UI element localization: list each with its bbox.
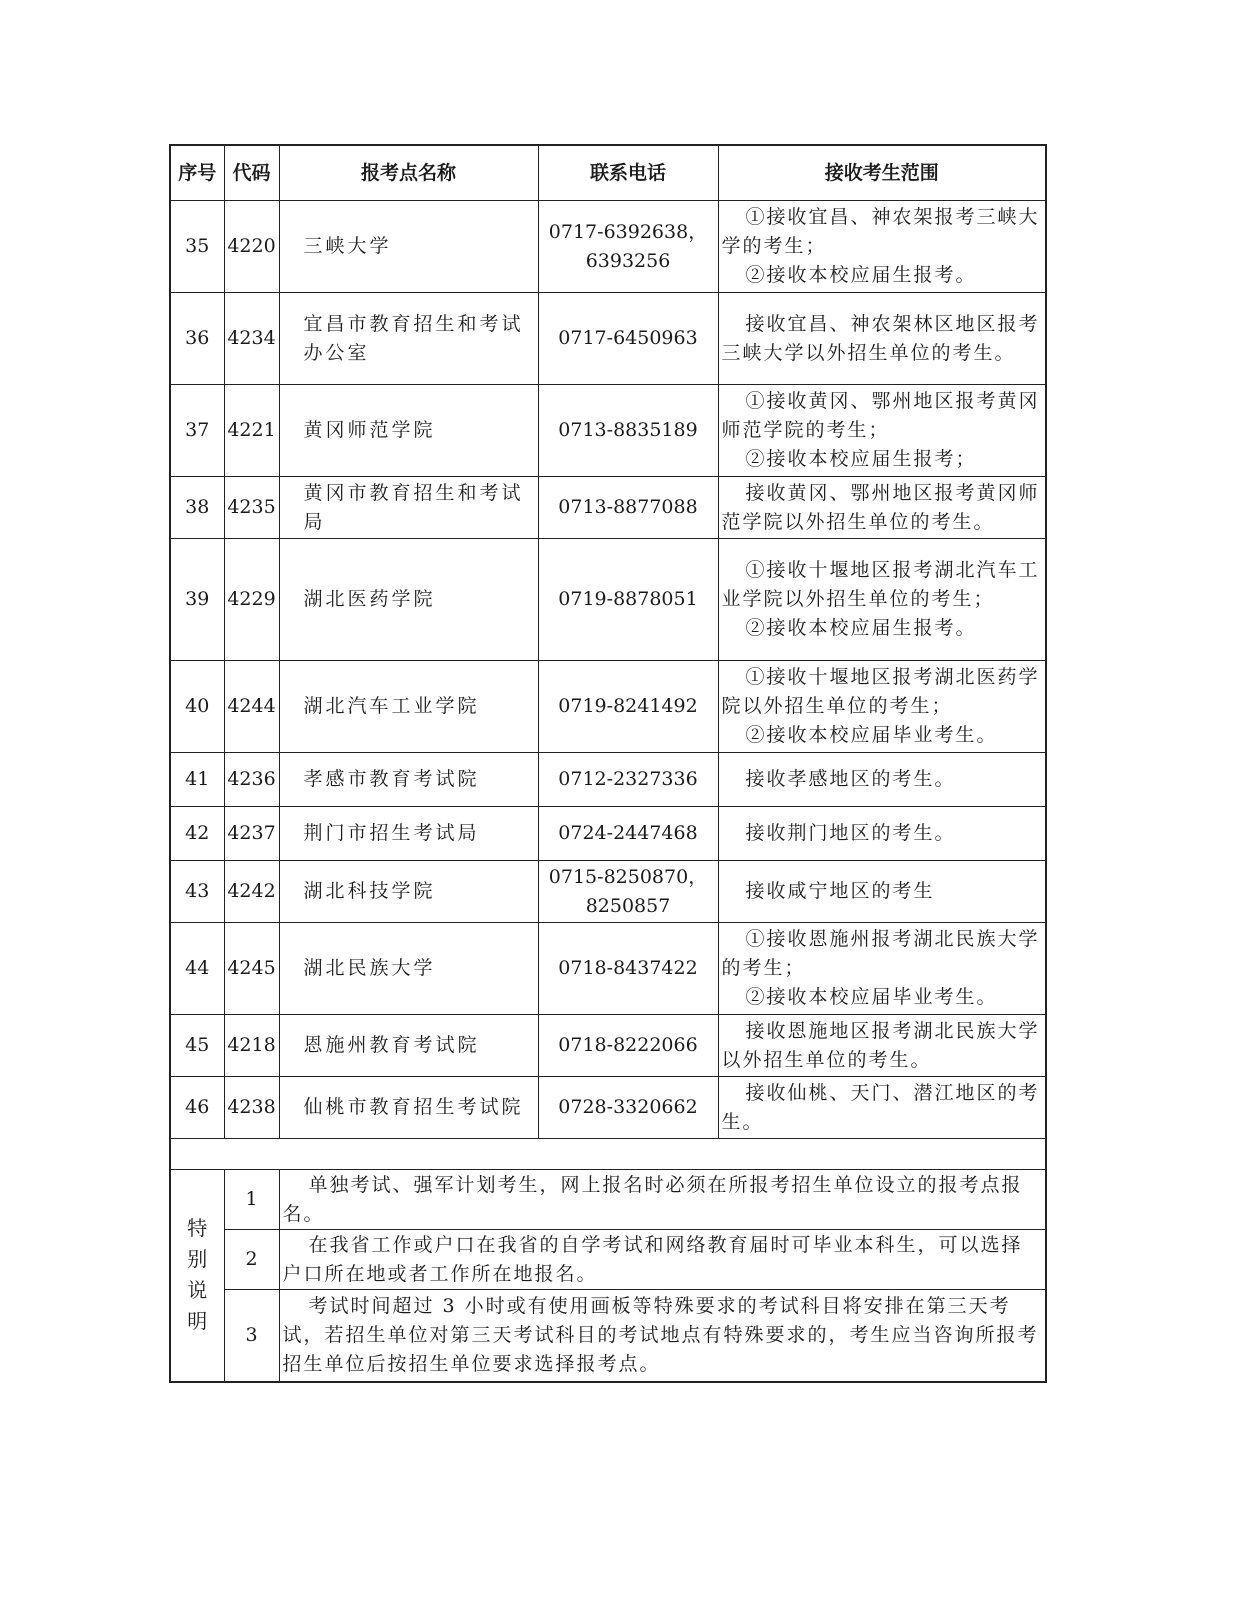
note-number: 1	[224, 1170, 279, 1230]
phone-line: 8250857	[585, 894, 671, 917]
scope-line: ②接收本校应届毕业考生。	[745, 986, 998, 1008]
table-row	[170, 201, 1046, 293]
phone-line: 0718-8437422	[558, 957, 698, 979]
cell-scope	[718, 861, 1046, 923]
cell-scope	[718, 1015, 1046, 1077]
cell-scope	[718, 477, 1046, 539]
table-row	[170, 661, 1046, 753]
header-seq: 序号	[170, 145, 224, 201]
cell-code: 4229	[224, 539, 279, 661]
cell-seq: 44	[170, 923, 224, 1015]
cell-name: 湖北汽车工业学院	[279, 661, 538, 753]
cell-name: 宜昌市教育招生和考试办公室	[279, 293, 538, 385]
cell-name: 三峡大学	[279, 201, 538, 293]
phone-line: 0715-8250870，	[548, 865, 708, 888]
cell-code: 4245	[224, 923, 279, 1015]
notes-label-text: 特 别 说 明	[187, 1216, 208, 1334]
scope-line: 接收孝感地区的考生。	[745, 768, 956, 790]
scope-line: 接收仙桃、天门、潜江地区的考生。	[721, 1081, 1040, 1133]
note-row-3	[170, 1290, 1046, 1382]
phone-line: 0713-8835189	[558, 419, 698, 441]
cell-phone	[538, 539, 718, 661]
cell-code: 4220	[224, 201, 279, 293]
cell-code: 4242	[224, 861, 279, 923]
table-row	[170, 1015, 1046, 1077]
phone-line: 0717-6392638，	[548, 220, 708, 243]
cell-seq: 46	[170, 1077, 224, 1139]
cell-name: 恩施州教育考试院	[279, 1015, 538, 1077]
scope-line: ①接收十堰地区报考湖北医药学院以外招生单位的考生；	[721, 666, 1040, 717]
cell-phone	[538, 923, 718, 1015]
table-body	[170, 201, 1046, 1139]
cell-phone	[538, 1077, 718, 1139]
table-row	[170, 539, 1046, 661]
scope-line: ①接收恩施州报考湖北民族大学的考生；	[721, 928, 1040, 979]
phone-line: 0724-2447468	[558, 822, 698, 844]
scope-line: ②接收本校应届生报考。	[745, 617, 977, 639]
header-phone: 联系电话	[538, 145, 718, 201]
phone-line: 0717-6450963	[558, 327, 698, 349]
cell-scope	[718, 661, 1046, 753]
cell-phone	[538, 661, 718, 753]
table-row	[170, 385, 1046, 477]
cell-code: 4234	[224, 293, 279, 385]
cell-phone	[538, 477, 718, 539]
cell-phone	[538, 861, 718, 923]
cell-seq: 45	[170, 1015, 224, 1077]
table-row	[170, 1077, 1046, 1139]
cell-phone	[538, 807, 718, 861]
table-row	[170, 861, 1046, 923]
header-scope: 接收考生范围	[718, 145, 1046, 201]
scope-line: 接收黄冈、鄂州地区报考黄冈师范学院以外招生单位的考生。	[721, 481, 1040, 533]
cell-name: 湖北民族大学	[279, 923, 538, 1015]
cell-code: 4221	[224, 385, 279, 477]
phone-line: 0718-8222066	[558, 1034, 698, 1056]
scope-line: ②接收本校应届毕业考生。	[745, 724, 998, 746]
cell-name: 黄冈市教育招生和考试局	[279, 477, 538, 539]
note-number: 3	[224, 1290, 279, 1382]
cell-seq: 36	[170, 293, 224, 385]
cell-code: 4244	[224, 661, 279, 753]
cell-seq: 41	[170, 753, 224, 807]
note-row-1	[170, 1170, 1046, 1230]
phone-line: 6393256	[585, 249, 671, 272]
cell-name: 孝感市教育考试院	[279, 753, 538, 807]
cell-name: 湖北科技学院	[279, 861, 538, 923]
note-text: 单独考试、强军计划考生，网上报名时必须在所报考招生单位设立的报考点报名。	[279, 1170, 1046, 1230]
cell-scope	[718, 539, 1046, 661]
scope-line: 接收宜昌、神农架林区地区报考三峡大学以外招生单位的考生。	[721, 312, 1040, 364]
notes-label	[170, 1170, 224, 1382]
cell-phone	[538, 1015, 718, 1077]
cell-name: 仙桃市教育招生考试院	[279, 1077, 538, 1139]
cell-scope	[718, 753, 1046, 807]
note-row-2	[170, 1230, 1046, 1290]
scope-line: ①接收宜昌、神农架报考三峡大学的考生；	[721, 206, 1040, 257]
table-row	[170, 923, 1046, 1015]
scope-line: 接收荆门地区的考生。	[745, 822, 956, 844]
scope-line: ②接收本校应届生报考；	[745, 448, 977, 470]
table-row	[170, 807, 1046, 861]
cell-seq: 39	[170, 539, 224, 661]
cell-code: 4236	[224, 753, 279, 807]
cell-scope	[718, 1077, 1046, 1139]
cell-seq: 38	[170, 477, 224, 539]
cell-scope	[718, 385, 1046, 477]
header-name: 报考点名称	[279, 145, 538, 201]
note-text: 考试时间超过 3 小时或有使用画板等特殊要求的考试科目将安排在第三天考试，若招生单位对第三天考试科目的考试地点有特殊要求的，考生应当咨询所报考招生单位后按招生单位要求选择报考点。	[279, 1290, 1046, 1382]
cell-code: 4235	[224, 477, 279, 539]
phone-line: 0719-8241492	[558, 695, 698, 717]
header-code: 代码	[224, 145, 279, 201]
cell-phone	[538, 201, 718, 293]
cell-seq: 35	[170, 201, 224, 293]
cell-name: 黄冈师范学院	[279, 385, 538, 477]
cell-code: 4238	[224, 1077, 279, 1139]
note-number: 2	[224, 1230, 279, 1290]
table-row	[170, 477, 1046, 539]
phone-line: 0728-3320662	[558, 1096, 698, 1118]
table-row	[170, 293, 1046, 385]
note-text: 在我省工作或户口在我省的自学考试和网络教育届时可毕业本科生，可以选择户口所在地或者工作所在地报名。	[279, 1230, 1046, 1290]
cell-phone	[538, 385, 718, 477]
cell-name: 荆门市招生考试局	[279, 807, 538, 861]
cell-seq: 40	[170, 661, 224, 753]
scope-line: ①接收十堰地区报考湖北汽车工业学院以外招生单位的考生；	[721, 559, 1040, 610]
spacer-row	[170, 1139, 1046, 1170]
table-header-row	[170, 145, 1046, 201]
cell-seq: 37	[170, 385, 224, 477]
scope-line: ②接收本校应届生报考。	[745, 264, 977, 286]
table-row	[170, 753, 1046, 807]
cell-seq: 42	[170, 807, 224, 861]
cell-scope	[718, 201, 1046, 293]
cell-scope	[718, 807, 1046, 861]
cell-phone	[538, 293, 718, 385]
phone-line: 0713-8877088	[558, 496, 698, 518]
phone-line: 0719-8878051	[558, 588, 698, 610]
cell-phone	[538, 753, 718, 807]
cell-seq: 43	[170, 861, 224, 923]
cell-name: 湖北医药学院	[279, 539, 538, 661]
cell-code: 4237	[224, 807, 279, 861]
scope-line: ①接收黄冈、鄂州地区报考黄冈师范学院的考生；	[721, 390, 1040, 441]
cell-code: 4218	[224, 1015, 279, 1077]
exam-site-table	[169, 144, 1047, 1383]
phone-line: 0712-2327336	[558, 768, 698, 790]
cell-scope	[718, 923, 1046, 1015]
cell-scope	[718, 293, 1046, 385]
notes-section	[170, 1139, 1046, 1382]
scope-line: 接收恩施地区报考湖北民族大学以外招生单位的考生。	[721, 1019, 1040, 1071]
scope-line: 接收咸宁地区的考生	[745, 880, 935, 902]
